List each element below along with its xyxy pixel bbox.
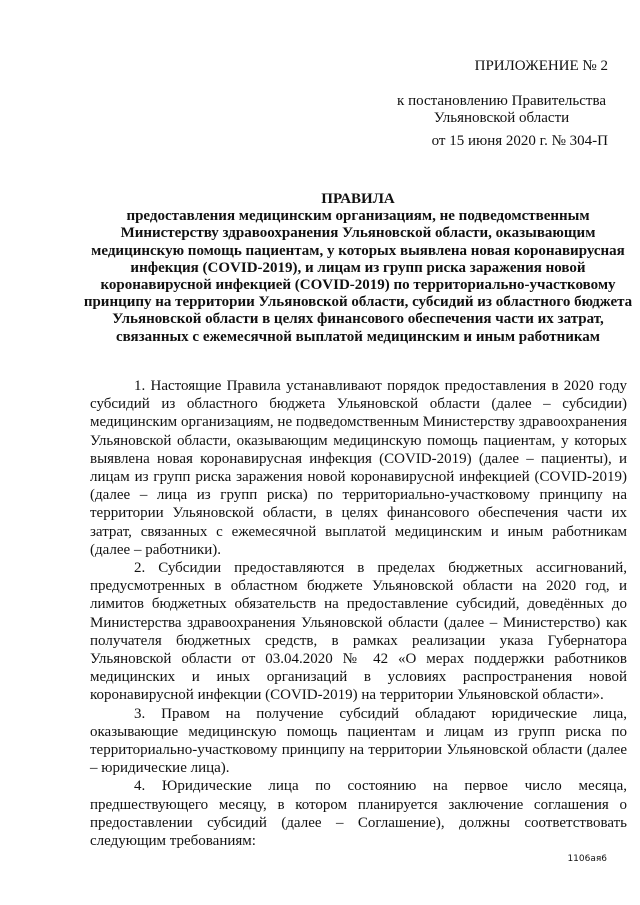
title-heading: ПРАВИЛА [321,191,395,207]
appendix-number: ПРИЛОЖЕНИЕ № 2 [474,58,608,74]
decree-reference [397,93,606,127]
decree-line-1: к постановлению Правительства [397,93,606,109]
paragraph-3: 3. Правом на получение субсидий обладают юридические лица, оказывающие медицинскую помощь пациентам и лицам из групп риска по территориально-участковому принципу на территории Ульяновской области (далее – юридические лица). [90,705,627,777]
footer-code: 1106ая6 [567,854,607,864]
paragraph-1: 1. Настоящие Правила устанавливают порядок предоставления в 2020 году субсидий из областного бюджета Ульяновской области (далее – субсидии) медицинским организациям, не подведомственным Министерству здравоохранения Ульяновской области, оказывающим медицинскую помощь пациентам, у которых выявлена новая коронавирусная инфекция (COVID-2019) (далее – пациенты), и лицам из групп риска заражения новой коронавирусной инфекцией (COVID-2019) (далее – лица из групп риска) по территориально-участковому принципу на территории Ульяновской области, в целях финансового обеспечения части их затрат, связанных с ежемесячной выплатой медицинским и иным работникам (далее – работники). [90,378,627,558]
paragraph-4: 4. Юридические лица по состоянию на первое число месяца, предшествующего месяцу, в котором планируется заключение соглашения о предоставлении субсидий (далее – Соглашение), должны соответствовать следующим требованиям: [90,778,627,850]
title-subtitle: предоставления медицинским организациям, не подведомственным Министерству здравоохранения Ульяновской области, оказывающим медицинскую помощь пациентам, у которых выявлена новая коронавирусная инфекция (COVID-2019), и лицам из групп риска заражения новой коронавирусной инфекцией (COVID-2019) по территориально-участковому принципу на территории Ульяновской области, субсидий из областного бюджета Ульяновской области в целях финансового обеспечения части их затрат, связанных с ежемесячной выплатой медицинским и иным работникам [83,208,633,345]
decree-date-number: от 15 июня 2020 г. № 304-П [431,133,608,149]
document-title [80,191,636,346]
document-body [90,377,627,850]
paragraph-2: 2. Субсидии предоставляются в пределах бюджетных ассигнований, предусмотренных в областном бюджете Ульяновской области на 2020 год, и лимитов бюджетных обязательств на предоставление субсидий, доведённых до Министерства здравоохранения Ульяновской области (далее – Министерство) как получателя бюджетных средств, в рамках реализации указа Губернатора Ульяновской области от 03.04.2020 № 42 «О мерах поддержки работников медицинских и иных организаций в условиях распространения новой коронавирусной инфекции (COVID-2019) на территории Ульяновской области». [90,560,627,704]
decree-line-2: Ульяновской области [433,110,570,126]
